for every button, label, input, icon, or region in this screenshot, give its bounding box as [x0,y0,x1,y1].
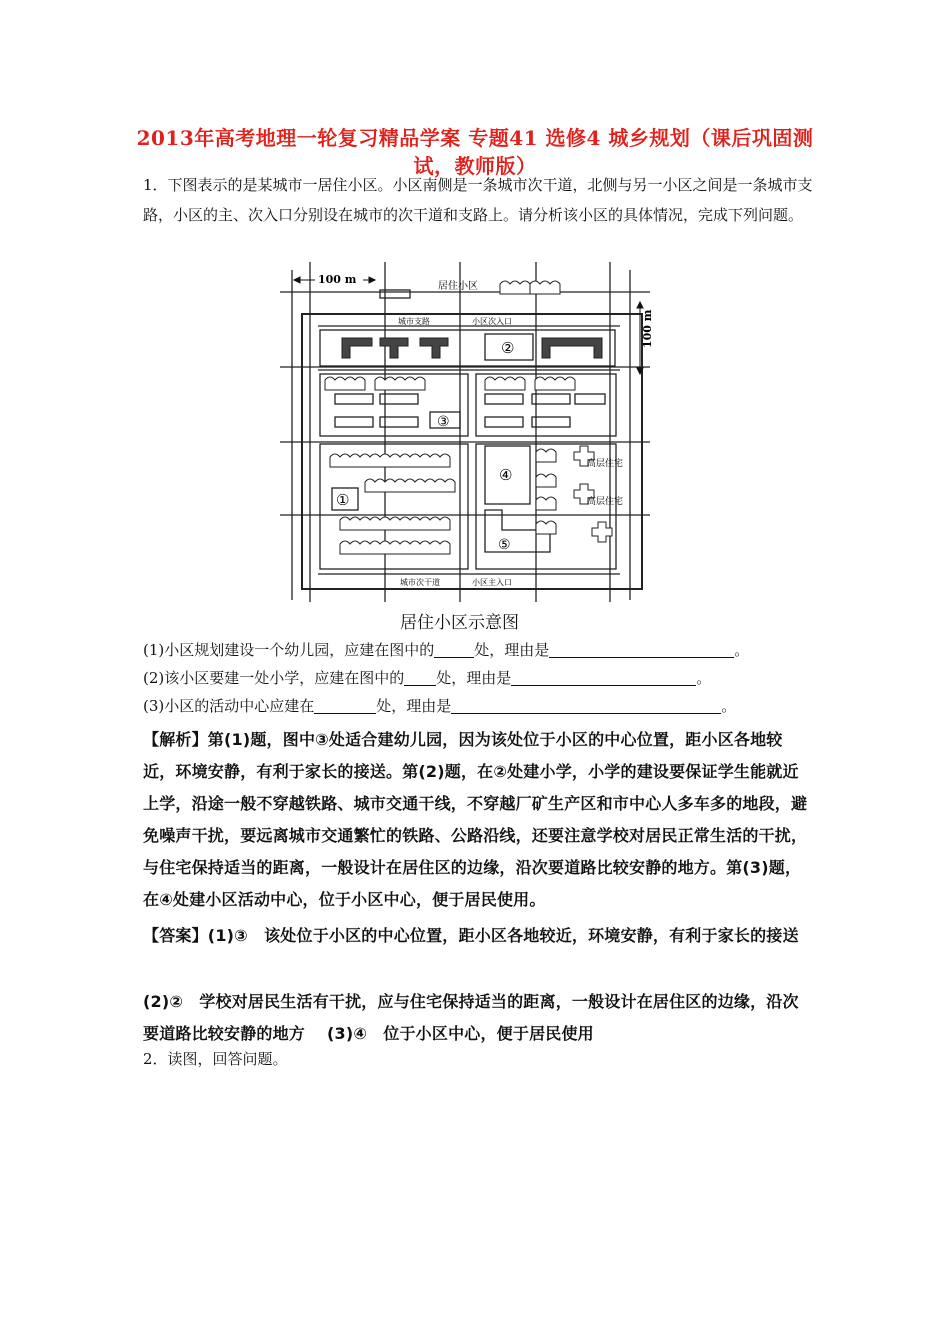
residential-area-map [280,262,654,606]
q1-blank-reason [549,641,734,658]
question-1-2 [143,664,823,692]
label-highrise-1: 高层住宅 [587,459,624,469]
marker-1: ① [336,491,350,509]
label-highrise-2: 高层住宅 [587,497,624,507]
q1-blank-location [434,641,474,658]
scale-horizontal: 100 m [318,273,357,286]
q3-blank-location [314,697,376,714]
q2-text-a: (2)该小区要建一处小学，应建在图中的 [143,669,405,687]
marker-5: ⑤ [498,537,511,553]
answer-block-1: 【答案】(1)③ 该处位于小区的中心位置，距小区各地较近，环境安静，有利于家长的接送 [143,926,799,945]
marker-3: ③ [437,414,450,430]
q1-text-b: 处，理由是 [474,641,550,659]
question-1-1 [143,636,823,664]
label-residential-area: 居住小区 [438,281,478,292]
marker-2: ② [501,339,515,357]
q3-blank-reason [451,697,721,714]
scale-vertical: 100 m [641,309,654,348]
q2-blank-reason [511,669,696,686]
q2-text-b: 处，理由是 [436,669,512,687]
q1-text-c: 。 [734,641,750,659]
document-title: 2013年高考地理一轮复习精品学案 专题41 选修4 城乡规划（课后巩固测试，教师版） [136,126,814,178]
q3-text-c: 。 [721,697,737,715]
q2-blank-location [404,669,436,686]
q1-text-a: (1)小区规划建设一个幼儿园，应建在图中的 [143,641,435,659]
question-1-intro: 1．下图表示的是某城市一居住小区。小区南侧是一条城市次干道，北侧与另一小区之间是一条城市支路，小区的主、次入口分别设在城市的次干道和支路上。请分析该小区的具体情况，完成下列问题。 [143,176,813,224]
label-entrance-secondary: 小区次入口 [472,317,512,326]
map-caption: 居住小区示意图 [400,613,519,633]
marker-4: ④ [499,466,513,484]
question-1-3 [143,692,823,720]
q3-text-a: (3)小区的活动中心应建在 [143,697,315,715]
label-road-south: 城市次干道 [400,578,440,587]
q3-text-b: 处，理由是 [376,697,452,715]
label-road-north: 城市支路 [398,317,430,326]
question-2-intro: 2．读图，回答问题。 [143,1050,288,1068]
q2-text-c: 。 [696,669,712,687]
analysis-block: 【解析】第(1)题，图中③处适合建幼儿园，因为该处位于小区的中心位置，距小区各地较近，环境安静，有利于家长的接送。第(2)题，在②处建小学，小学的建设要保证学生能就近上学，沿途一般不穿越铁路、城市交通干线，不穿越厂矿生产区和市中心人多车多的地段，避免噪声干扰，要远离城市交通繁忙的铁路、公路沿线，还要注意学校对居民正常生活的干扰，与住宅保持适当的距离，一般设计在居住区的边缘，沿次要道路比较安静的地方。第(3)题，在④处建小区活动中心，位于小区中心，便于居民使用。 [143,730,808,909]
label-entrance-main: 小区主入口 [472,578,512,587]
answer-block-2: (2)② 学校对居民生活有干扰，应与住宅保持适当的距离，一般设计在居住区的边缘，沿次要道路比较安静的地方 (3)④ 位于小区中心，便于居民使用 [143,992,799,1043]
